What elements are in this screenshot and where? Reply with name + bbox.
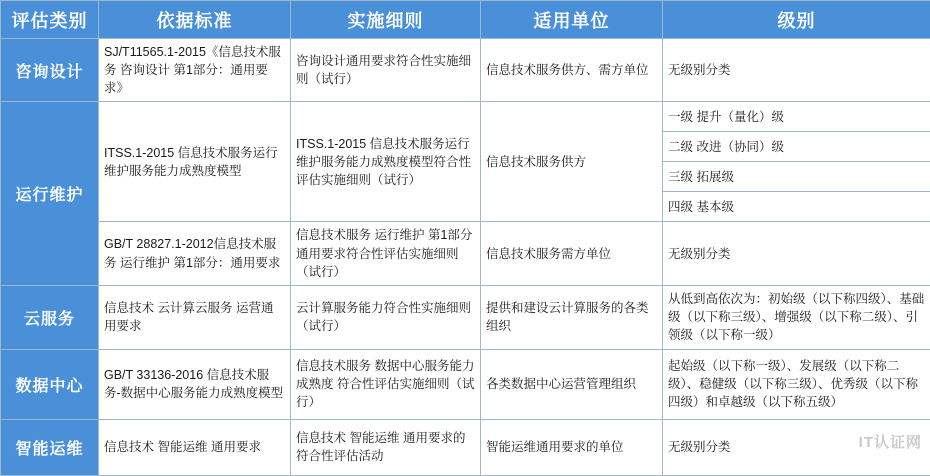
rules-cell-operation-a: ITSS.1-2015 信息技术服务运行维护服务能力成熟度模型符合性评估实施细则（试行） [291, 102, 481, 222]
category-cell-consulting: 咨询设计 [1, 39, 99, 102]
header-cell-rules: 实施细则 [291, 1, 481, 39]
levels-cell-operation-b: 无级别分类 [663, 222, 930, 285]
levels-cell-cloud: 从低到高依次为：初始级（以下称四级）、基础级（以下称三级）、增强级（以下称二级）、引领级（以下称一级） [663, 285, 930, 349]
rules-cell-intelligent: 信息技术 智能运维 通用要求的符合性评估活动 [291, 419, 481, 475]
units-cell-intelligent: 智能运维通用要求的单位 [481, 419, 663, 475]
header-cell-standard: 依据标准 [99, 1, 291, 39]
rules-cell-datacenter: 信息技术服务 数据中心服务能力成熟度 符合性评估实施细则（试行） [291, 349, 481, 419]
level-item-cell-4: 四级 基本级 [663, 192, 930, 222]
level-item-cell-3: 三级 拓展级 [663, 162, 930, 192]
header-row [1, 1, 930, 39]
category-cell-datacenter: 数据中心 [1, 349, 99, 419]
category-cell-intelligent: 智能运维 [1, 419, 99, 475]
units-cell-operation-b: 信息技术服务需方单位 [481, 222, 663, 285]
watermark-label: IT认证网 [859, 431, 922, 452]
table-row [1, 39, 930, 102]
rules-cell-consulting: 咨询设计通用要求符合性实施细则（试行） [291, 39, 481, 102]
units-cell-operation-a: 信息技术服务供方 [481, 102, 663, 222]
units-cell-cloud: 提供和建设云计算服务的各类组织 [481, 285, 663, 349]
header-cell-units: 适用单位 [481, 1, 663, 39]
level-item-cell-2: 二级 改进（协同）级 [663, 132, 930, 162]
category-cell-cloud: 云服务 [1, 285, 99, 349]
units-cell-datacenter: 各类数据中心运营管理组织 [481, 349, 663, 419]
table-row [1, 419, 930, 475]
table-row [1, 222, 930, 285]
category-cell-operation: 运行维护 [1, 102, 99, 285]
header-cell-category: 评估类别 [1, 1, 99, 39]
rules-cell-operation-b: 信息技术服务 运行维护 第1部分 通用要求符合性评估实施细则（试行） [291, 222, 481, 285]
standard-cell-cloud: 信息技术 云计算云服务 运营通用要求 [99, 285, 291, 349]
units-cell-consulting: 信息技术服务供方、需方单位 [481, 39, 663, 102]
table-row [1, 285, 930, 349]
standard-cell-intelligent: 信息技术 智能运维 通用要求 [99, 419, 291, 475]
levels-cell-intelligent: 无级别分类 [663, 419, 930, 475]
level-item-cell-1: 一级 提升（量化）级 [663, 102, 930, 132]
standard-cell-consulting: SJ/T11565.1-2015《信息技术服务 咨询设计 第1部分：通用要求》 [99, 39, 291, 102]
rules-cell-cloud: 云计算服务能力符合性实施细则（试行） [291, 285, 481, 349]
table-body [1, 39, 930, 476]
levels-cell-consulting: 无级别分类 [663, 39, 930, 102]
levels-cell-datacenter: 起始级（以下称一级）、发展级（以下称二级）、稳健级（以下称三级）、优秀级（以下称四级）和卓越级（以下称五级） [663, 349, 930, 419]
standard-cell-operation-a: ITSS.1-2015 信息技术服务运行维护服务能力成熟度模型 [99, 102, 291, 222]
standard-cell-datacenter: GB/T 33136-2016 信息技术服务-数据中心服务能力成熟度模型 [99, 349, 291, 419]
header-cell-levels: 级别 [663, 1, 930, 39]
table-row [1, 102, 930, 132]
table-header [1, 1, 930, 39]
standard-cell-operation-b: GB/T 28827.1-2012信息技术服务 运行维护 第1部分：通用要求 [99, 222, 291, 285]
table-row [1, 349, 930, 419]
